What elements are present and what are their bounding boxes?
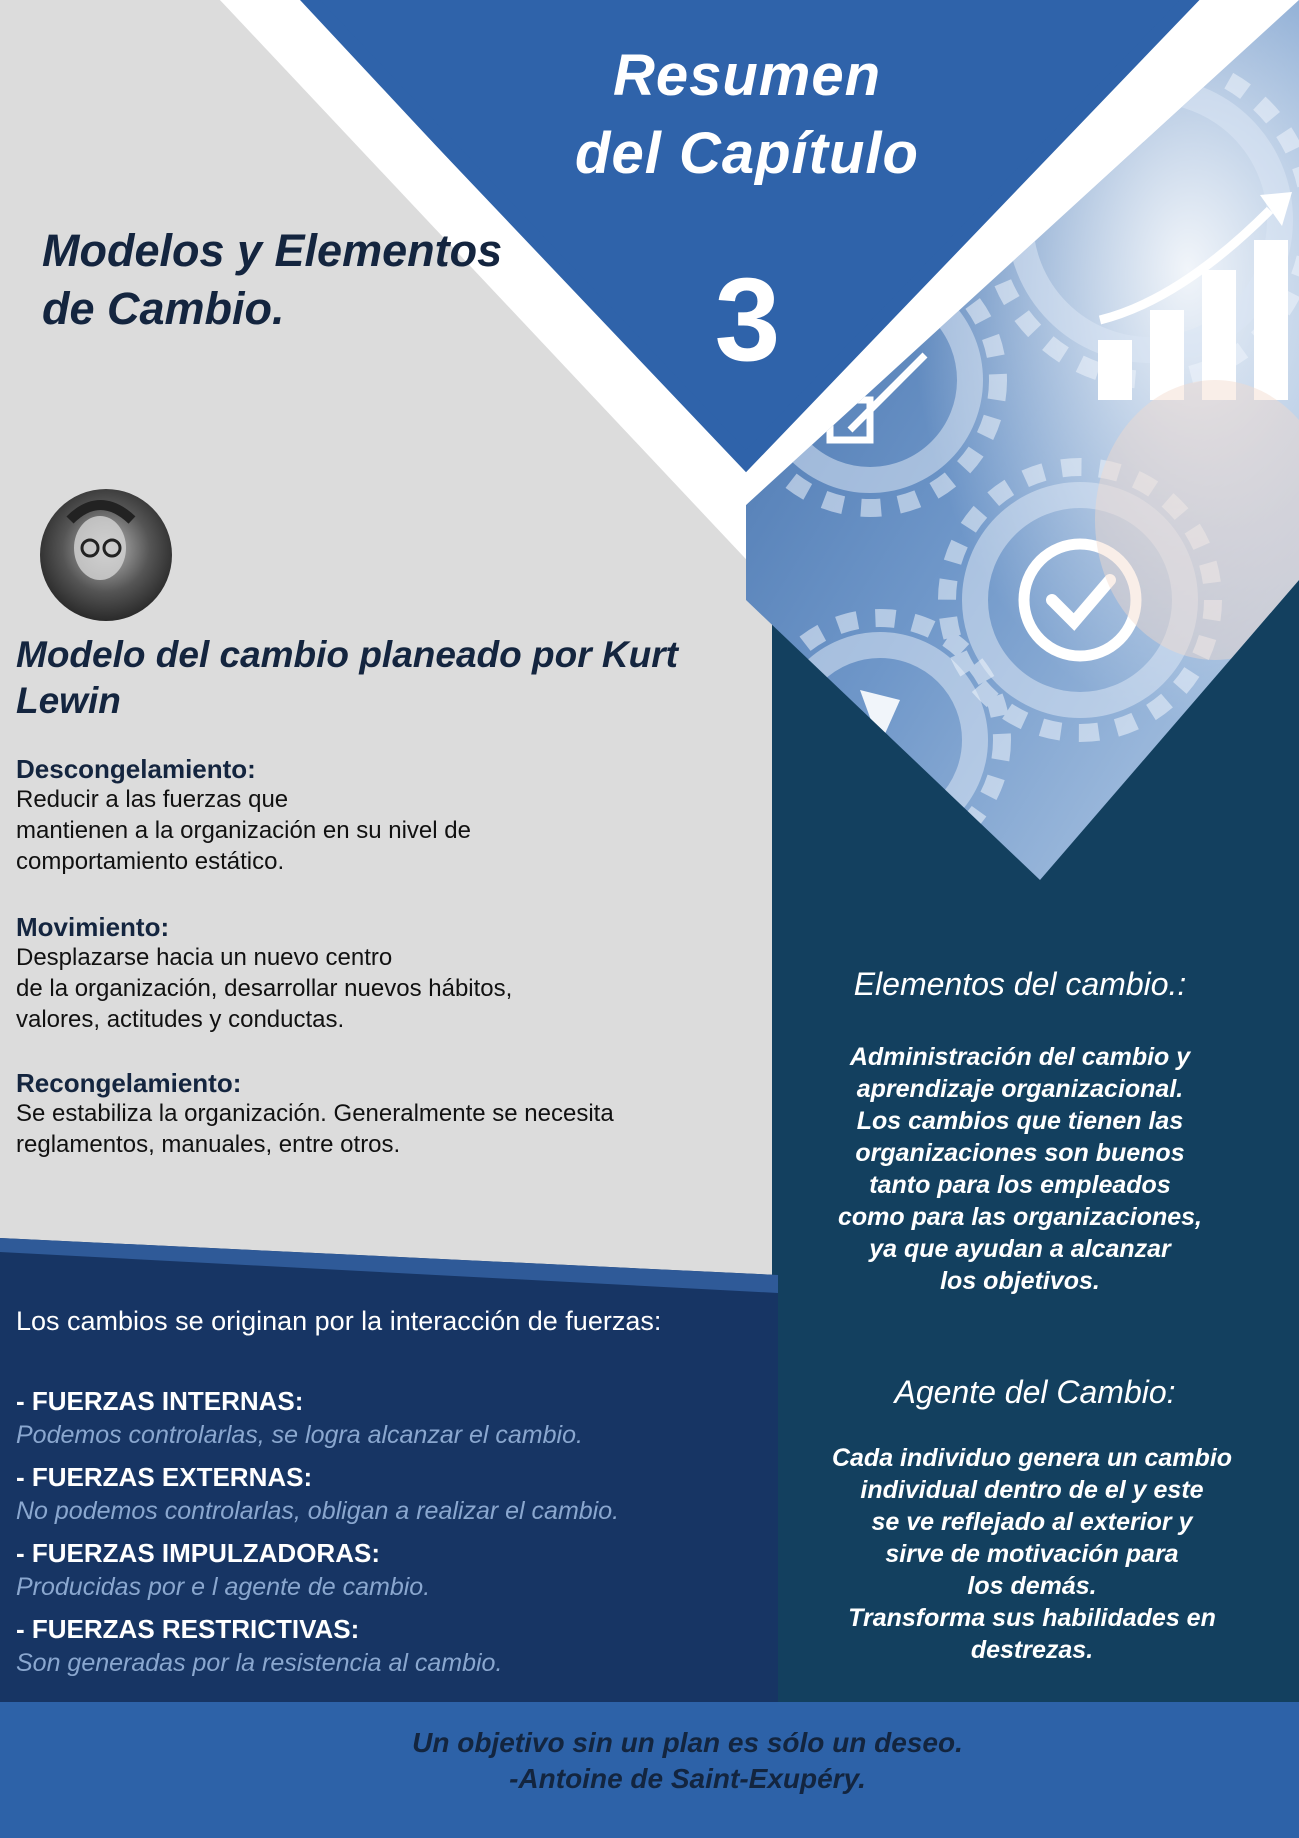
phase-unfreezing: [16, 754, 746, 877]
chapter-number: 3: [714, 254, 781, 386]
lewin-model-heading: Modelo del cambio planeado por Kurt Lewin: [16, 634, 678, 721]
main-heading: Modelos y Elementos de Cambio.: [42, 225, 503, 334]
page-title-line2: del Capítulo: [575, 121, 919, 186]
forces-list: [16, 1384, 776, 1688]
force-desc-external: No podemos controlarlas, obligan a realizar el cambio.: [16, 1497, 620, 1525]
force-desc-restraining: Son generadas por la resistencia al cambio.: [16, 1649, 503, 1677]
phase-refreezing: [16, 1068, 746, 1160]
phase-text: Desplazarse hacia un nuevo centro de la organización, desarrollar nuevos hábitos, valores, actitudes y conductas.: [16, 944, 513, 1033]
page-title-line1: Resumen: [612, 43, 882, 108]
quote-line1: Un objetivo sin un plan es sólo un deseo.: [412, 1727, 963, 1758]
phase-movement: [16, 912, 746, 1035]
elements-text: Administración del cambio y aprendizaje organizacional. Los cambios que tienen las organizaciones son buenos tanto para los empleados como para las organizaciones, ya que ayudan a alcanzar los objetivos.: [837, 1043, 1202, 1295]
force-title-driving: - FUERZAS IMPULZADORAS:: [16, 1538, 380, 1568]
footer-quote: [0, 1725, 1299, 1797]
force-title-internal: - FUERZAS INTERNAS:: [16, 1386, 304, 1416]
phase-text: Reducir a las fuerzas que mantienen a la organización en su nivel de comportamiento estático.: [16, 786, 471, 875]
kurt-lewin-portrait: [40, 489, 172, 621]
force-title-restraining: - FUERZAS RESTRICTIVAS:: [16, 1614, 360, 1644]
phase-text: Se estabiliza la organización. Generalmente se necesita reglamentos, manuales, entre otros.: [16, 1100, 614, 1158]
phase-title: Descongelamiento:: [16, 754, 256, 784]
forces-intro: Los cambios se originan por la interacción de fuerzas:: [16, 1306, 662, 1336]
agent-text: Cada individuo genera un cambio individual dentro de el y este se ve reflejado al exterior y sirve de motivación para los demás. Transforma sus habilidades en destrezas.: [831, 1444, 1233, 1664]
force-title-external: - FUERZAS EXTERNAS:: [16, 1462, 313, 1492]
elements-title: Elementos del cambio.:: [853, 966, 1187, 1002]
force-desc-internal: Podemos controlarlas, se logra alcanzar el cambio.: [16, 1421, 583, 1449]
quote-author: -Antoine de Saint-Exupéry.: [509, 1763, 866, 1794]
phase-title: Recongelamiento:: [16, 1068, 242, 1098]
phase-title: Movimiento:: [16, 912, 170, 942]
agent-title: Agente del Cambio:: [894, 1374, 1176, 1410]
force-desc-driving: Producidas por e l agente de cambio.: [16, 1573, 431, 1601]
